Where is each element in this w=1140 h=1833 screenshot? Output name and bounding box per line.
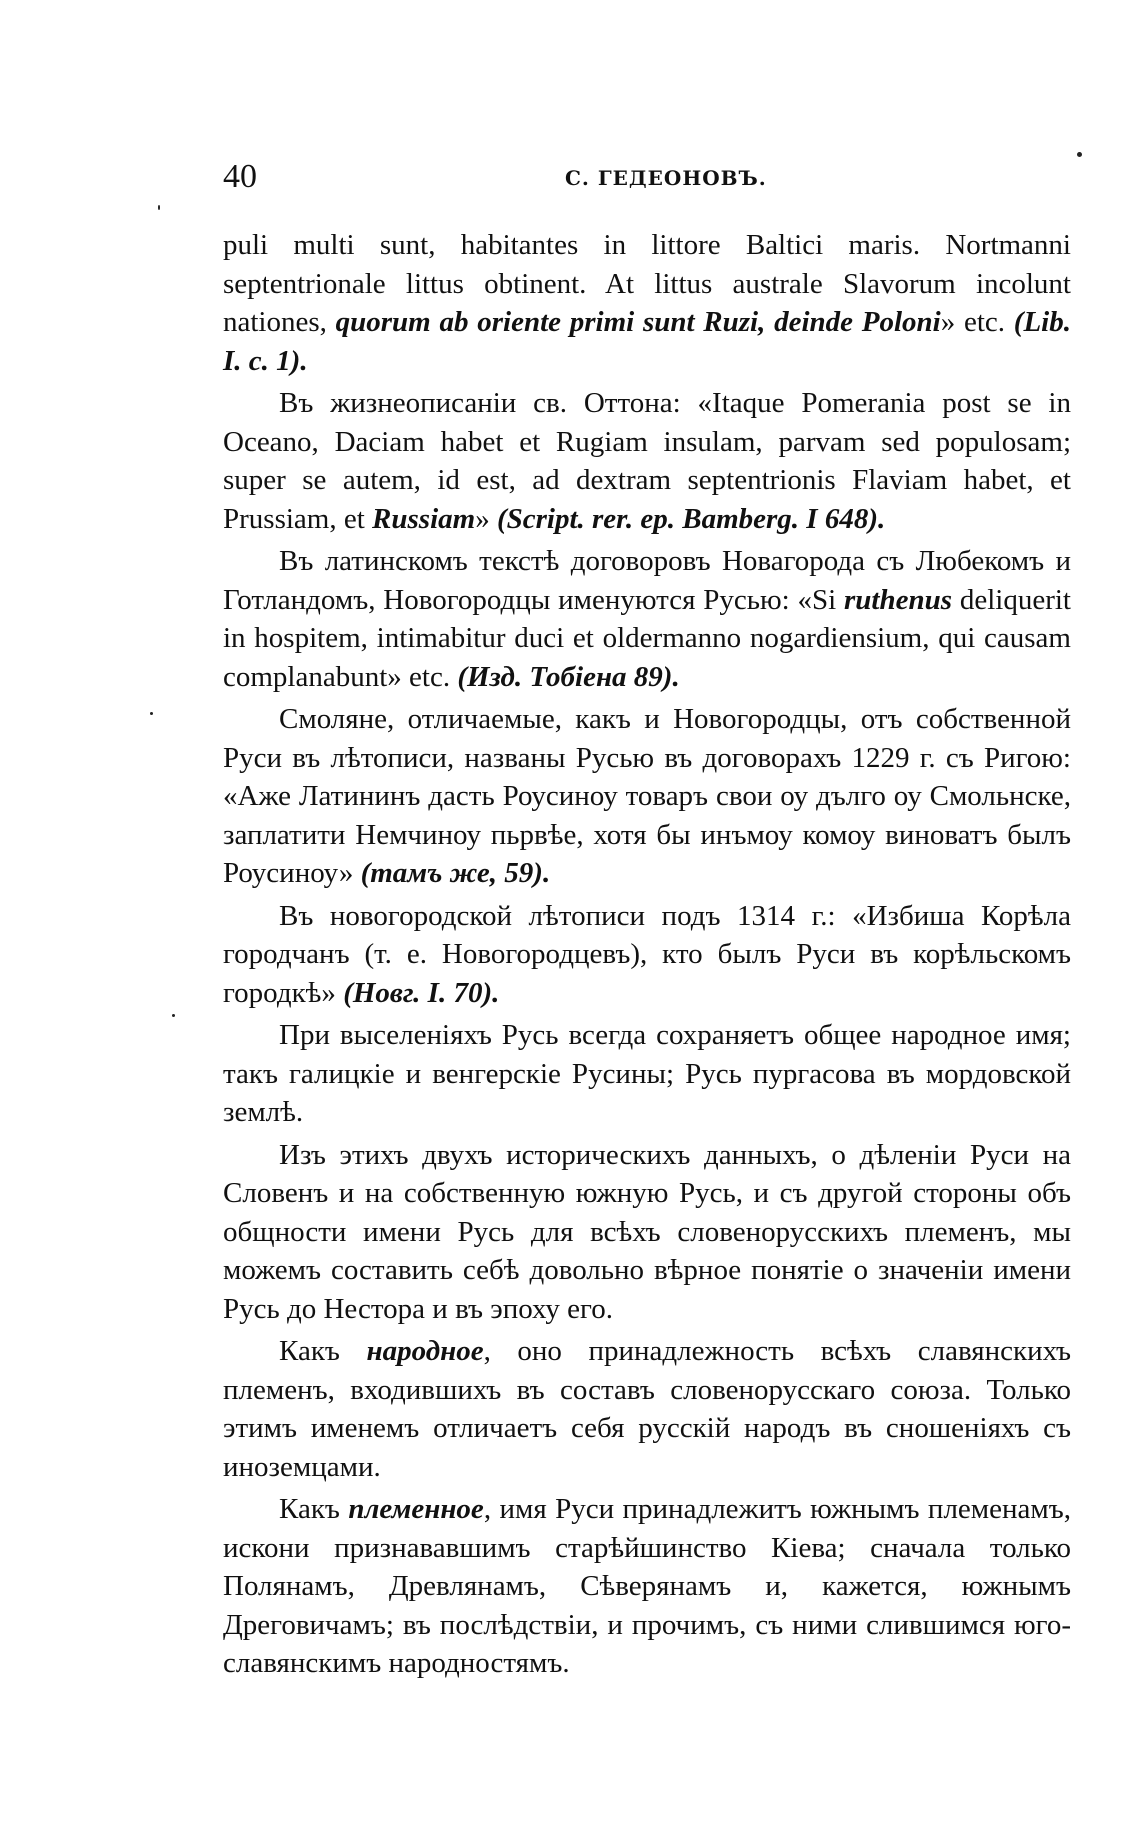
paragraph-7: Изъ этихъ двухъ историческихъ данныхъ, о дѣленіи Руси на Словенъ и на собственную южную Русь, и съ другой стороны объ общности имени Русь для всѣхъ словенорусскихъ племенъ, мы можемъ составить себѣ довольно вѣрное понятіе о значеніи имени Русь до Нестора и въ эпоху его.: [223, 1138, 1071, 1325]
page-header: [223, 158, 1072, 198]
ink-speck: [150, 712, 153, 715]
ink-speck: [172, 1014, 175, 1017]
paragraph-6: При выселеніяхъ Русь всегда сохраняетъ общее народное имя; такъ галицкіе и венгерскіе Русины; Русь пургасова въ мордовской землѣ.: [223, 1019, 1071, 1128]
paragraph-4: Смоляне, отличаемые, какъ и Новогородцы, отъ собственной Руси въ лѣтописи, названы Русью въ договорахъ 1229 г. съ Ригою: «Аже Латининъ дасть Роусиноу товаръ свои оу дълго оу Смольнске, заплатити Немчиноу пьрвѣе, хотя бы инъмоу комоу виноватъ былъ Роусиноу» (тамъ же, 59).: [223, 703, 1071, 889]
paragraph-9: Какъ племенное, имя Руси принадлежитъ южнымъ племенамъ, искони признававшимъ старѣйшинство Кіева; сначала только Полянамъ, Древлянамъ, Сѣверянамъ и, кажется, южнымъ Дреговичамъ; въ послѣдствіи, и прочимъ, съ ними слившимся юго-славянскимъ народностямъ.: [223, 1493, 1071, 1679]
ink-speck: [1077, 152, 1082, 157]
paragraph-1: puli multi sunt, habitantes in littore Baltici maris. Nortmanni septentrionale littus obtinent. At littus australe Slavorum incolunt nationes, quorum ab oriente primi sunt Ruzi, deinde Poloni» etc. (Lib. I. c. 1).: [223, 229, 1071, 377]
ink-speck: [158, 205, 160, 210]
paragraph-3: Въ латинскомъ текстѣ договоровъ Новагорода съ Любекомъ и Готландомъ, Новогородцы именуются Русью: «Si ruthenus deliquerit in hospitem, intimabitur duci et oldermanno nogardiensium, qui causam complanabunt» etc. (Изд. Тобіена 89).: [223, 545, 1071, 693]
paragraph-8: Какъ народное, оно принадлежность всѣхъ славянскихъ племенъ, входившихъ въ составъ словенорусскаго союза. Только этимъ именемъ отличаетъ себя русскій народъ въ сношеніяхъ съ иноземцами.: [223, 1335, 1071, 1483]
page-number: 40: [223, 158, 257, 195]
paragraph-2: Въ жизнеописаніи св. Оттона: «Itaque Pomerania post se in Oceano, Daciam habet et Rugiam insulam, parvam sed populosam; super se autem, id est, ad dextram septentrionis Flaviam habet, et Prussiam, et Russiam» (Script. rer. ep. Bamberg. I 648).: [223, 387, 1071, 535]
body-text: [223, 226, 1071, 1683]
running-head: С. ГЕДЕОНОВЪ.: [565, 166, 767, 190]
paragraph-5: Въ новогородской лѣтописи подъ 1314 г.: «Избиша Корѣла городчанъ (т. е. Новогородцевъ), кто былъ Руси въ корѣльскомъ городкѣ» (Новг. I. 70).: [223, 899, 1071, 1009]
